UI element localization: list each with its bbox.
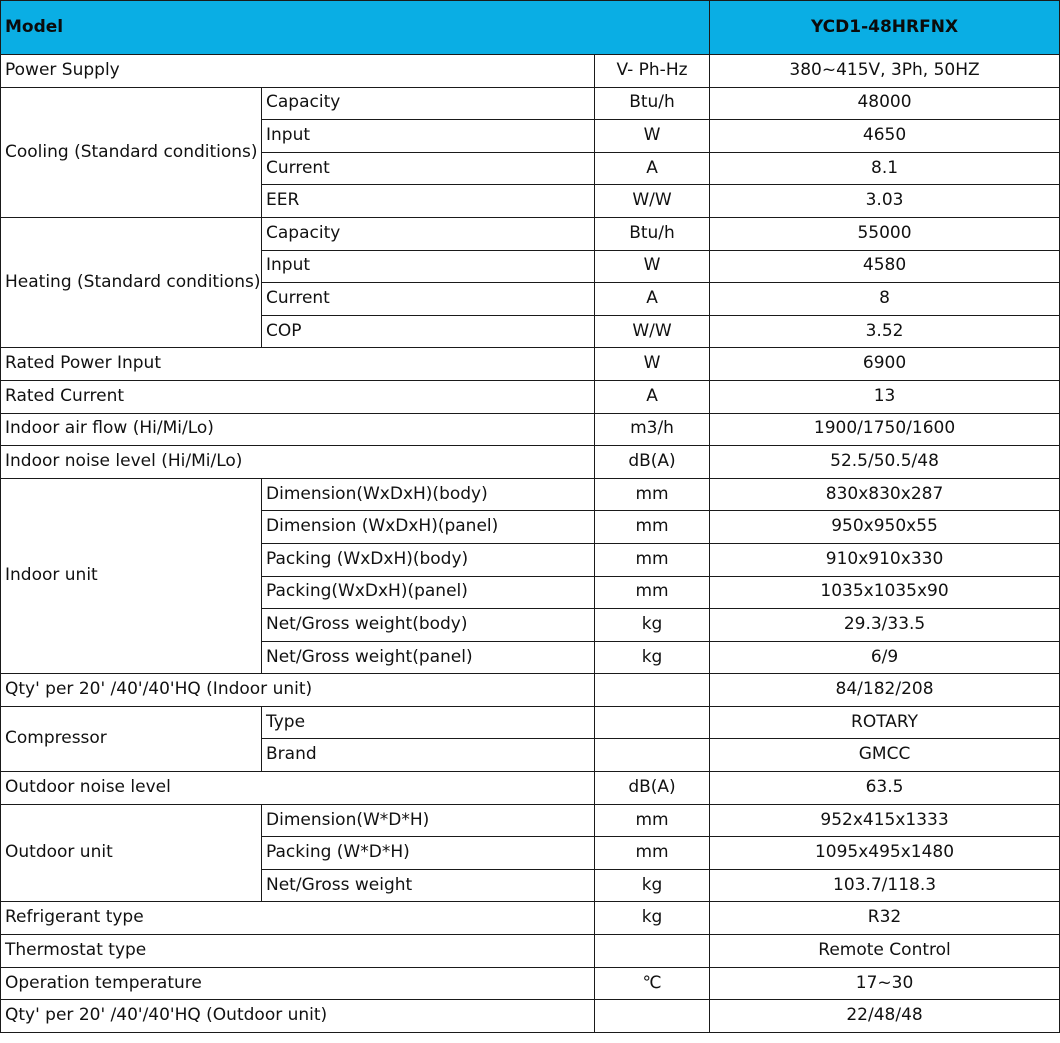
unit-cell: A <box>595 283 710 316</box>
value-cell: 1035x1035x90 <box>710 576 1060 609</box>
row-label: Rated Power Input <box>1 348 595 381</box>
unit-cell: m3/h <box>595 413 710 446</box>
unit-cell: mm <box>595 837 710 870</box>
unit-cell: W/W <box>595 315 710 348</box>
value-cell: GMCC <box>710 739 1060 772</box>
unit-cell: dB(A) <box>595 446 710 479</box>
row-label: Indoor air flow (Hi/Mi/Lo) <box>1 413 595 446</box>
unit-cell: mm <box>595 511 710 544</box>
value-cell: 3.03 <box>710 185 1060 218</box>
param-cell: Brand <box>262 739 595 772</box>
param-cell: Type <box>262 706 595 739</box>
table-row <box>1 380 1060 413</box>
value-cell: 29.3/33.5 <box>710 609 1060 642</box>
row-label: Thermostat type <box>1 935 595 968</box>
unit-cell: W/W <box>595 185 710 218</box>
unit-cell: mm <box>595 576 710 609</box>
table-row <box>1 706 1060 739</box>
value-cell: 1095x495x1480 <box>710 837 1060 870</box>
unit-cell: kg <box>595 609 710 642</box>
unit-cell: Btu/h <box>595 87 710 120</box>
value-cell: 22/48/48 <box>710 1000 1060 1033</box>
row-label: Qty' per 20' /40'/40'HQ (Indoor unit) <box>1 674 595 707</box>
table-row <box>1 804 1060 837</box>
param-cell: Net/Gross weight(panel) <box>262 641 595 674</box>
unit-cell <box>595 1000 710 1033</box>
unit-cell <box>595 674 710 707</box>
model-value: YCD1-48HRFNX <box>710 1 1060 55</box>
unit-cell: V- Ph-Hz <box>595 55 710 88</box>
value-cell: 63.5 <box>710 772 1060 805</box>
value-cell: 6900 <box>710 348 1060 381</box>
value-cell: 103.7/118.3 <box>710 869 1060 902</box>
group-label-cooling: Cooling (Standard conditions) <box>1 87 262 217</box>
table-row <box>1 674 1060 707</box>
row-label: Operation temperature <box>1 967 595 1000</box>
table-row <box>1 902 1060 935</box>
table-row <box>1 967 1060 1000</box>
table-row <box>1 935 1060 968</box>
table-row <box>1 772 1060 805</box>
table-row <box>1 413 1060 446</box>
value-cell: Remote Control <box>710 935 1060 968</box>
table-row <box>1 1000 1060 1033</box>
unit-cell <box>595 706 710 739</box>
value-cell: ROTARY <box>710 706 1060 739</box>
unit-cell: mm <box>595 804 710 837</box>
param-cell: Input <box>262 250 595 283</box>
value-cell: 17~30 <box>710 967 1060 1000</box>
unit-cell: kg <box>595 902 710 935</box>
param-cell: Net/Gross weight <box>262 869 595 902</box>
value-cell: 952x415x1333 <box>710 804 1060 837</box>
value-cell: 380~415V, 3Ph, 50HZ <box>710 55 1060 88</box>
param-cell: Packing(WxDxH)(panel) <box>262 576 595 609</box>
unit-cell: A <box>595 152 710 185</box>
table-row <box>1 446 1060 479</box>
row-label: Indoor noise level (Hi/Mi/Lo) <box>1 446 595 479</box>
table-row <box>1 87 1060 120</box>
param-cell: Capacity <box>262 217 595 250</box>
unit-cell: ℃ <box>595 967 710 1000</box>
row-label: Power Supply <box>1 55 595 88</box>
group-label-indoor-unit: Indoor unit <box>1 478 262 674</box>
row-label: Outdoor noise level <box>1 772 595 805</box>
unit-cell: dB(A) <box>595 772 710 805</box>
model-label: Model <box>1 1 710 55</box>
value-cell: 55000 <box>710 217 1060 250</box>
value-cell: 48000 <box>710 87 1060 120</box>
value-cell: 910x910x330 <box>710 543 1060 576</box>
unit-cell <box>595 739 710 772</box>
param-cell: Packing (W*D*H) <box>262 837 595 870</box>
value-cell: 8 <box>710 283 1060 316</box>
value-cell: 1900/1750/1600 <box>710 413 1060 446</box>
unit-cell: W <box>595 120 710 153</box>
header-row <box>1 1 1060 55</box>
group-label-heating: Heating (Standard conditions) <box>1 217 262 347</box>
param-cell: Current <box>262 283 595 316</box>
value-cell: 3.52 <box>710 315 1060 348</box>
row-label: Refrigerant type <box>1 902 595 935</box>
row-label: Rated Current <box>1 380 595 413</box>
unit-cell: Btu/h <box>595 217 710 250</box>
table-row <box>1 55 1060 88</box>
value-cell: 950x950x55 <box>710 511 1060 544</box>
value-cell: R32 <box>710 902 1060 935</box>
group-label-outdoor-unit: Outdoor unit <box>1 804 262 902</box>
param-cell: Packing (WxDxH)(body) <box>262 543 595 576</box>
param-cell: Input <box>262 120 595 153</box>
unit-cell: kg <box>595 641 710 674</box>
value-cell: 830x830x287 <box>710 478 1060 511</box>
param-cell: Dimension(WxDxH)(body) <box>262 478 595 511</box>
unit-cell: mm <box>595 543 710 576</box>
param-cell: EER <box>262 185 595 218</box>
value-cell: 84/182/208 <box>710 674 1060 707</box>
param-cell: COP <box>262 315 595 348</box>
param-cell: Net/Gross weight(body) <box>262 609 595 642</box>
table-row <box>1 478 1060 511</box>
row-label: Qty' per 20' /40'/40'HQ (Outdoor unit) <box>1 1000 595 1033</box>
table-row <box>1 217 1060 250</box>
group-label-compressor: Compressor <box>1 706 262 771</box>
value-cell: 8.1 <box>710 152 1060 185</box>
value-cell: 4580 <box>710 250 1060 283</box>
unit-cell: W <box>595 348 710 381</box>
value-cell: 6/9 <box>710 641 1060 674</box>
value-cell: 13 <box>710 380 1060 413</box>
unit-cell <box>595 935 710 968</box>
table-row <box>1 348 1060 381</box>
param-cell: Current <box>262 152 595 185</box>
value-cell: 4650 <box>710 120 1060 153</box>
unit-cell: kg <box>595 869 710 902</box>
unit-cell: W <box>595 250 710 283</box>
param-cell: Dimension (WxDxH)(panel) <box>262 511 595 544</box>
value-cell: 52.5/50.5/48 <box>710 446 1060 479</box>
unit-cell: mm <box>595 478 710 511</box>
param-cell: Dimension(W*D*H) <box>262 804 595 837</box>
param-cell: Capacity <box>262 87 595 120</box>
unit-cell: A <box>595 380 710 413</box>
